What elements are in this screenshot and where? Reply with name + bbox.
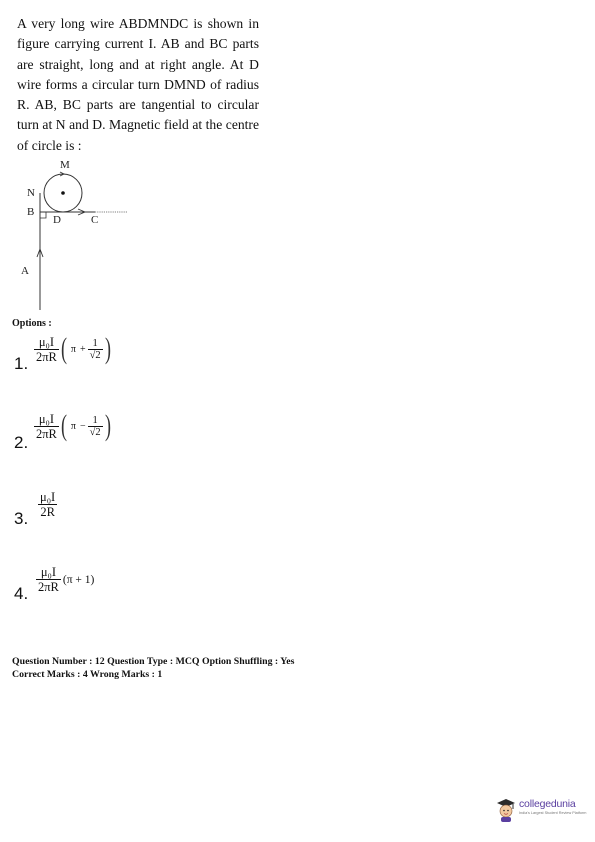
option-1-denominator: 2πR bbox=[36, 349, 57, 364]
option-2-inner-denominator: √2 bbox=[89, 426, 101, 438]
option-2-expression[interactable] bbox=[34, 411, 113, 441]
circle-centre-dot bbox=[61, 191, 65, 195]
option-1-number[interactable]: 1. bbox=[14, 354, 29, 373]
option-4-suffix: (π + 1) bbox=[62, 573, 95, 586]
option-3-number[interactable]: 3. bbox=[14, 509, 29, 528]
label-b: B bbox=[27, 206, 35, 218]
option-1-expression[interactable] bbox=[34, 334, 113, 364]
question-meta-line-2: Correct Marks : 4 Wrong Marks : 1 bbox=[12, 669, 163, 680]
option-2-number[interactable]: 2. bbox=[14, 433, 29, 452]
option-2-denominator: 2πR bbox=[36, 426, 57, 441]
label-c: C bbox=[91, 214, 99, 226]
collegedunia-logo bbox=[495, 796, 590, 822]
option-3-numerator: μ₀I bbox=[40, 490, 56, 504]
option-3-expression[interactable] bbox=[38, 490, 57, 519]
option-1-numerator: μ₀I bbox=[38, 334, 55, 349]
option-2-inner-numerator: 1 bbox=[92, 414, 98, 426]
option-1-right-paren: ) bbox=[104, 332, 111, 365]
wire-figure bbox=[0, 150, 150, 320]
option-4-numerator: μ₀I bbox=[40, 565, 57, 579]
graduate-mascot-icon bbox=[495, 796, 517, 822]
label-a: A bbox=[21, 265, 29, 277]
option-1-inner-denominator: √2 bbox=[89, 349, 101, 361]
question-meta-line-1: Question Number : 12 Question Type : MCQ Option Shuffling : Yes bbox=[12, 656, 295, 667]
right-angle-marker bbox=[40, 212, 46, 218]
option-2-numerator: μ₀I bbox=[38, 411, 55, 426]
options-heading: Options : bbox=[12, 318, 52, 329]
option-1-sign: + bbox=[79, 343, 86, 355]
logo-tagline: India's Largest Student Review Platform bbox=[519, 811, 587, 815]
label-m: M bbox=[60, 159, 70, 171]
logo-name: collegedunia bbox=[519, 798, 576, 810]
option-4-number[interactable]: 4. bbox=[14, 584, 29, 603]
option-4-denominator: 2πR bbox=[38, 580, 59, 594]
option-1-pi: π bbox=[70, 343, 76, 355]
option-3-denominator: 2R bbox=[38, 504, 57, 519]
question-text: A very long wire ABDMNDC is shown in figure carrying current I. AB and BC parts are straight, long and at right angle. At D wire forms a circular turn DMND of radius R. AB, BC parts are tangential to circular turn at N and D. Magnetic field at the centre of circle is : bbox=[17, 16, 259, 153]
label-n: N bbox=[27, 187, 35, 199]
option-2-left-paren: ( bbox=[60, 409, 67, 442]
label-d: D bbox=[53, 214, 61, 226]
option-2-pi: π bbox=[70, 420, 76, 432]
option-2-right-paren: ) bbox=[104, 409, 111, 442]
option-2-sign: − bbox=[79, 420, 86, 432]
option-1-inner-numerator: 1 bbox=[92, 337, 98, 349]
option-4-expression[interactable] bbox=[36, 565, 96, 594]
option-1-left-paren: ( bbox=[60, 332, 67, 365]
